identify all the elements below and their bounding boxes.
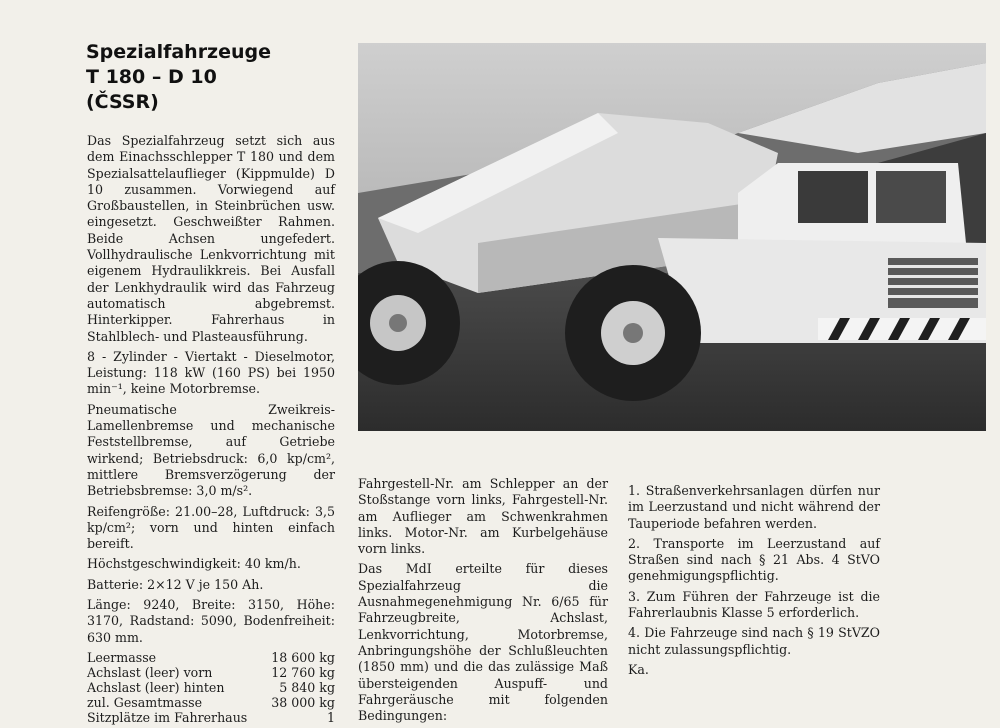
document-title: [86, 40, 271, 115]
title-line-1: Spezialfahrzeuge: [86, 41, 272, 63]
battery-paragraph: Batterie: 2×12 V je 150 Ah.: [87, 576, 264, 592]
mass-value: 1: [326, 709, 335, 725]
mass-label: Achslast (leer) vorn: [87, 664, 213, 680]
table-row: [87, 710, 335, 725]
mass-value: 5 840 kg: [279, 679, 335, 695]
mass-label: Leermasse: [87, 649, 157, 665]
mass-label: Sitzplätze im Fahrerhaus: [87, 709, 248, 725]
chassis-number-paragraph: Fahrgestell-Nr. am Schlepper an der Stoßstange vorn links, Fahrgestell-Nr. am Auflieger am Schwenkrahmen links. Motor-Nr. am Kurbelgehäuse vorn links.: [358, 476, 608, 557]
title-line-2: T 180 – D 10: [86, 66, 217, 88]
mass-label: Achslast (leer) hinten: [87, 679, 225, 695]
table-row: [87, 680, 335, 695]
mass-value: 18 600 kg: [271, 649, 335, 665]
text-column-3: [628, 483, 880, 682]
dimensions-paragraph: Länge: 9240, Breite: 3150, Höhe: 3170, Radstand: 5090, Bodenfreiheit: 630 mm.: [87, 597, 335, 645]
mass-value: 38 000 kg: [271, 694, 335, 710]
brakes-paragraph: Pneumatische Zweikreis-Lamellenbremse und mechanische Feststellbremse, auf Getriebe wirkend; Betriebsdruck: 6,0 kp/cm², mittlere Bremsverzögerung der Betriebsbremse: 3,0 m/s².: [87, 401, 335, 499]
vehicle-photo: [358, 43, 986, 431]
engine-paragraph: 8 - Zylinder - Viertakt - Dieselmotor, Leistung: 118 kW (160 PS) bei 1950 min⁻¹, keine Motorbremse.: [87, 348, 335, 397]
tyres-paragraph: Reifengröße: 21.00–28, Luftdruck: 3,5 kp/cm²; vorn und hinten einfach bereift.: [87, 503, 335, 552]
vehicle-photo-illustration: [358, 43, 986, 431]
exemption-paragraph: Das MdI erteilte für dieses Spezialfahrzeug die Ausnahmegenehmigung Nr. 6/65 für Fahrzeugbreite, Achslast, Lenkvorrichtung, Motorbremse, Anbringungshöhe der Schlußleuchten (1850 mm) und die das zulässige Maß übersteigenden Auspuff- und Fahrgeräusche mit folgenden Bedingungen:: [358, 561, 608, 724]
condition-item: 2. Transporte im Leerzustand auf Straßen sind nach § 21 Abs. 4 StVO genehmigungspflichtig.: [628, 535, 880, 584]
text-column-2: [358, 476, 608, 728]
author-signature: Ka.: [628, 661, 649, 677]
condition-item: 1. Straßenverkehrsanlagen dürfen nur im Leerzustand und nicht während der Tauperiode befahren werden.: [628, 483, 880, 531]
speed-paragraph: Höchstgeschwindigkeit: 40 km/h.: [87, 556, 301, 572]
title-line-3: (ČSSR): [86, 91, 159, 113]
mass-value: 12 760 kg: [271, 664, 335, 680]
condition-item: 3. Zum Führen der Fahrzeuge ist die Fahrerlaubnis Klasse 5 erforderlich.: [628, 588, 880, 621]
mass-label: zul. Gesamtmasse: [87, 694, 203, 710]
table-row: [87, 650, 335, 665]
table-row: [87, 665, 335, 680]
table-row: [87, 695, 335, 710]
condition-item: 4. Die Fahrzeuge sind nach § 19 StVZO nicht zulassungspflichtig.: [628, 625, 880, 657]
mass-table: [87, 650, 335, 725]
text-column-1: [87, 133, 335, 725]
intro-paragraph: Das Spezialfahrzeug setzt sich aus dem Einachsschlepper T 180 und dem Spezialsattelauflieger (Kippmulde) D 10 zusammen. Vorwiegend auf Großbaustellen, in Steinbrüchen usw. eingesetzt. Geschweißter Rahmen. Beide Achsen ungefedert. Vollhydraulische Lenkvorrichtung mit eigenem Hydraulikkreis. Bei Ausfall der Lenkhydraulik wird das Fahrzeug automatisch abgebremst. Hinterkipper. Fahrerhaus in Stahlblech- und Plasteausführung.: [87, 133, 335, 344]
